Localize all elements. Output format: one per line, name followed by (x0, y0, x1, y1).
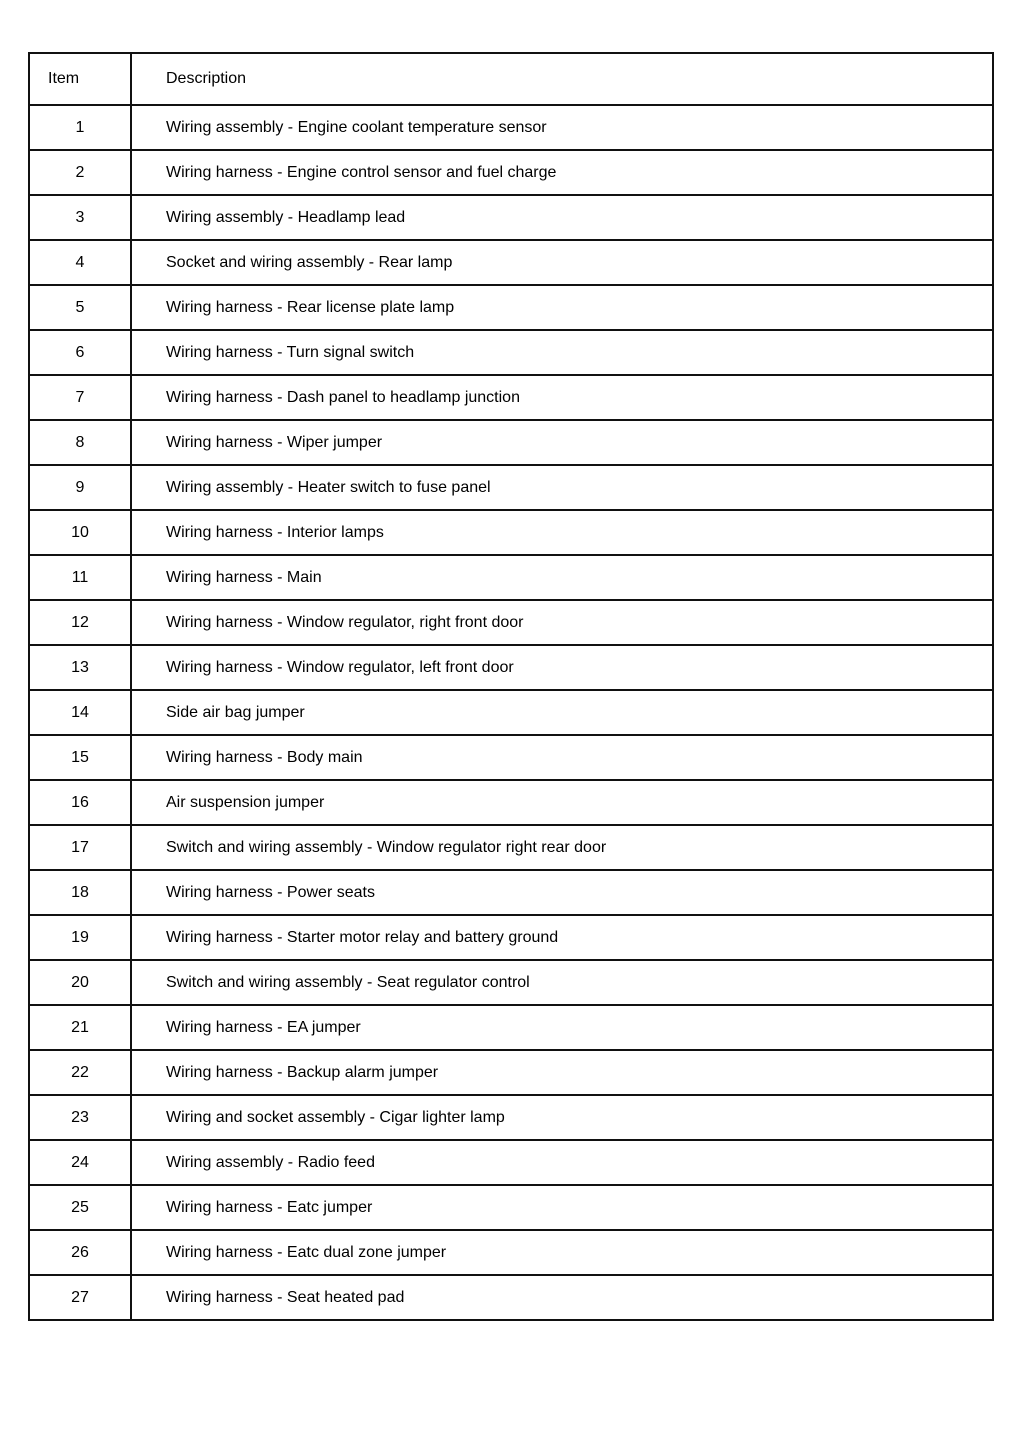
description-cell: Switch and wiring assembly - Window regulator right rear door (131, 825, 993, 870)
description-cell: Wiring assembly - Headlamp lead (131, 195, 993, 240)
item-number-cell: 19 (29, 915, 131, 960)
table-row (29, 645, 993, 690)
table-row (29, 825, 993, 870)
table-row (29, 735, 993, 780)
item-number-cell: 13 (29, 645, 131, 690)
description-cell: Switch and wiring assembly - Seat regulator control (131, 960, 993, 1005)
description-cell: Wiring harness - Window regulator, right front door (131, 600, 993, 645)
parts-table (28, 52, 994, 1321)
table-row (29, 330, 993, 375)
table-row (29, 1140, 993, 1185)
description-cell: Side air bag jumper (131, 690, 993, 735)
table-header (29, 53, 993, 105)
description-cell: Wiring harness - EA jumper (131, 1005, 993, 1050)
item-column-header: Item (29, 53, 131, 105)
table-row (29, 780, 993, 825)
description-cell: Wiring harness - Main (131, 555, 993, 600)
item-number-cell: 6 (29, 330, 131, 375)
table-row (29, 420, 993, 465)
description-cell: Wiring harness - Starter motor relay and battery ground (131, 915, 993, 960)
item-number-cell: 16 (29, 780, 131, 825)
item-number-cell: 22 (29, 1050, 131, 1095)
item-number-cell: 23 (29, 1095, 131, 1140)
description-cell: Wiring harness - Interior lamps (131, 510, 993, 555)
item-number-cell: 1 (29, 105, 131, 150)
item-number-cell: 26 (29, 1230, 131, 1275)
description-cell: Wiring harness - Body main (131, 735, 993, 780)
description-cell: Wiring harness - Turn signal switch (131, 330, 993, 375)
item-number-cell: 4 (29, 240, 131, 285)
item-number-cell: 9 (29, 465, 131, 510)
description-cell: Wiring harness - Seat heated pad (131, 1275, 993, 1320)
description-cell: Wiring harness - Rear license plate lamp (131, 285, 993, 330)
table-row (29, 1095, 993, 1140)
table-row (29, 1005, 993, 1050)
description-cell: Wiring harness - Backup alarm jumper (131, 1050, 993, 1095)
table-row (29, 105, 993, 150)
item-number-cell: 27 (29, 1275, 131, 1320)
table-row (29, 555, 993, 600)
header-row (29, 53, 993, 105)
description-cell: Wiring assembly - Radio feed (131, 1140, 993, 1185)
table-body (29, 105, 993, 1320)
table-row (29, 1230, 993, 1275)
item-number-cell: 20 (29, 960, 131, 1005)
table-row (29, 285, 993, 330)
description-cell: Wiring harness - Power seats (131, 870, 993, 915)
table-row (29, 915, 993, 960)
item-number-cell: 3 (29, 195, 131, 240)
item-number-cell: 15 (29, 735, 131, 780)
description-cell: Air suspension jumper (131, 780, 993, 825)
table-row (29, 1275, 993, 1320)
table-row (29, 375, 993, 420)
table-row (29, 870, 993, 915)
table-row (29, 195, 993, 240)
description-cell: Wiring harness - Engine control sensor and fuel charge (131, 150, 993, 195)
item-number-cell: 8 (29, 420, 131, 465)
item-number-cell: 24 (29, 1140, 131, 1185)
description-cell: Wiring assembly - Heater switch to fuse panel (131, 465, 993, 510)
table-row (29, 690, 993, 735)
description-cell: Wiring harness - Window regulator, left front door (131, 645, 993, 690)
table-row (29, 240, 993, 285)
table-row (29, 600, 993, 645)
item-number-cell: 18 (29, 870, 131, 915)
table-row (29, 1050, 993, 1095)
description-cell: Wiring harness - Eatc jumper (131, 1185, 993, 1230)
item-number-cell: 5 (29, 285, 131, 330)
description-cell: Socket and wiring assembly - Rear lamp (131, 240, 993, 285)
table-row (29, 960, 993, 1005)
item-number-cell: 11 (29, 555, 131, 600)
item-number-cell: 14 (29, 690, 131, 735)
item-number-cell: 12 (29, 600, 131, 645)
description-cell: Wiring harness - Dash panel to headlamp junction (131, 375, 993, 420)
table-row (29, 1185, 993, 1230)
item-number-cell: 7 (29, 375, 131, 420)
description-column-header: Description (131, 53, 993, 105)
item-number-cell: 17 (29, 825, 131, 870)
item-number-cell: 2 (29, 150, 131, 195)
description-cell: Wiring assembly - Engine coolant temperature sensor (131, 105, 993, 150)
description-cell: Wiring and socket assembly - Cigar lighter lamp (131, 1095, 993, 1140)
description-cell: Wiring harness - Eatc dual zone jumper (131, 1230, 993, 1275)
table-row (29, 510, 993, 555)
item-number-cell: 10 (29, 510, 131, 555)
item-number-cell: 25 (29, 1185, 131, 1230)
table-row (29, 150, 993, 195)
description-cell: Wiring harness - Wiper jumper (131, 420, 993, 465)
table-row (29, 465, 993, 510)
item-number-cell: 21 (29, 1005, 131, 1050)
